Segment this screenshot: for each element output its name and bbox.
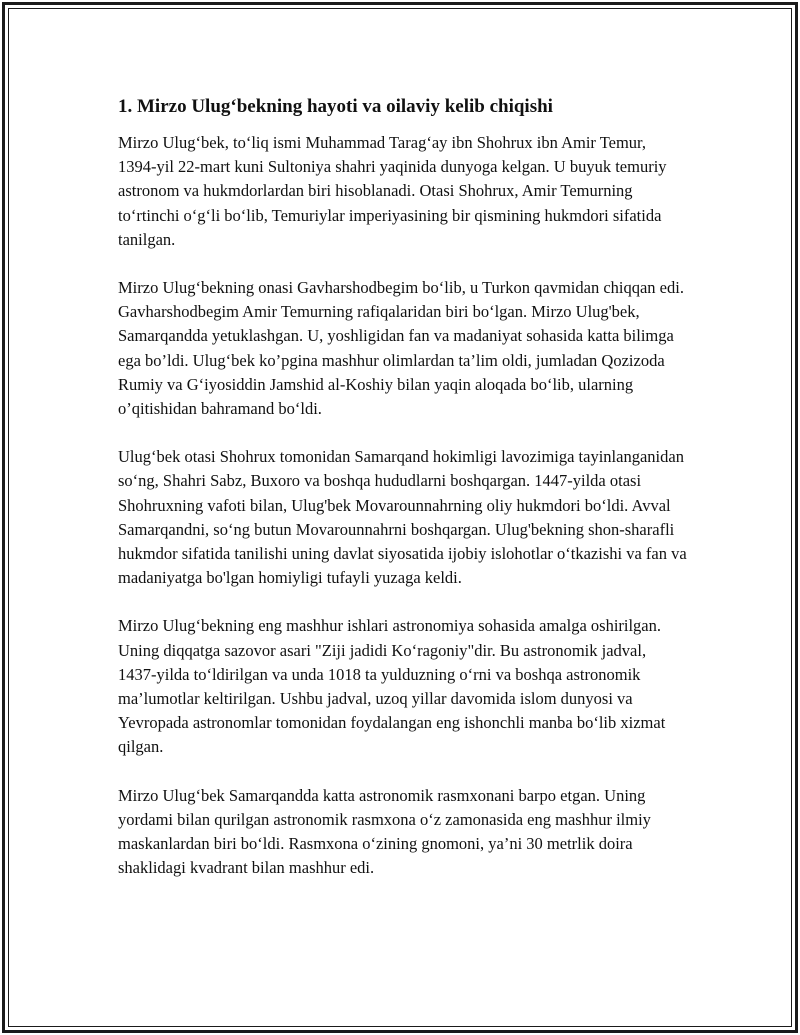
paragraph-mother-and-education: Mirzo Ulug‘bekning onasi Gavharshodbegim bo‘lib, u Turkon qavmidan chiqqan edi. Gavharshodbegim Amir Temurning rafiqalaridan biri bo‘lgan. Mirzo Ulug'bek, Samarqandda yetuklashgan. U, yoshligidan fan va madaniyat sohasida katta bilimga ega bo’ldi. Ulug‘bek ko’pgina mashhur olimlardan ta’lim oldi, jumladan Qozizoda Rumiy va G‘iyosiddin Jamshid al-Koshiy bilan yaqin aloqada bo‘lib, ularning o’qitishidan bahramand bo‘ldi. bbox=[118, 278, 684, 419]
document-body bbox=[118, 93, 688, 904]
paragraph-observatory: Mirzo Ulug‘bek Samarqandda katta astronomik rasmxonani barpo etgan. Uning yordami bilan qurilgan astronomik rasmxona o‘z zamonasida eng mashhur ilmiy maskanlardan biri bo‘ldi. Rasmxona o‘zining gnomoni, ya’ni 30 metrlik doira shaklidagi kvadrant bilan mashhur edi. bbox=[118, 785, 651, 878]
paragraph-rule: Ulug‘bek otasi Shohrux tomonidan Samarqand hokimligi lavozimiga tayinlanganidan so‘ng, Shahri Sabz, Buxoro va boshqa hududlarni boshqargan. 1447-yilda otasi Shohruxning vafoti bilan, Ulug'bek Movarounnahrning oliy hukmdori bo‘ldi. Avval Samarqandni, so‘ng butun Movarounnahrni boshqargan. Ulug'bekning shon-sharafli hukmdor sifatida tanilishi uning davlat siyosatida ijobiy islohotlar o‘tkazishi va fan va madaniyatga bo'lgan homiyligi tufayli yuzaga keldi. bbox=[118, 447, 687, 588]
paragraph-birth-and-family: Mirzo Ulug‘bek, to‘liq ismi Muhammad Tarag‘ay ibn Shohrux ibn Amir Temur, 1394-yil 22-mart kuni Sultoniya shahri yaqinida dunyoga kelgan. U buyuk temuriy astronom va hukmdorlardan biri hisoblanadi. Otasi Shohrux, Amir Temurning to‘rtinchi o‘g‘li bo‘lib, Temuriylar imperiyasining bir qismining hukmdori sifatida tanilgan. bbox=[118, 133, 667, 249]
section-heading: 1. Mirzo Ulug‘bekning hayoti va oilaviy kelib chiqishi bbox=[118, 96, 553, 117]
paragraph-astronomy-works: Mirzo Ulug‘bekning eng mashhur ishlari astronomiya sohasida amalga oshirilgan. Uning diqqatga sazovor asari "Ziji jadidi Ko‘ragoniy"dir. Bu astronomik jadval, 1437-yilda to‘ldirilgan va unda 1018 ta yulduzning o‘rni va boshqa astronomik ma’lumotlar keltirilgan. Ushbu jadval, uzoq yillar davomida islom dunyosi va Yevropada astronomlar tomonidan foydalangan eng ishonchli manba bo‘lib xizmat qilgan. bbox=[118, 616, 666, 757]
